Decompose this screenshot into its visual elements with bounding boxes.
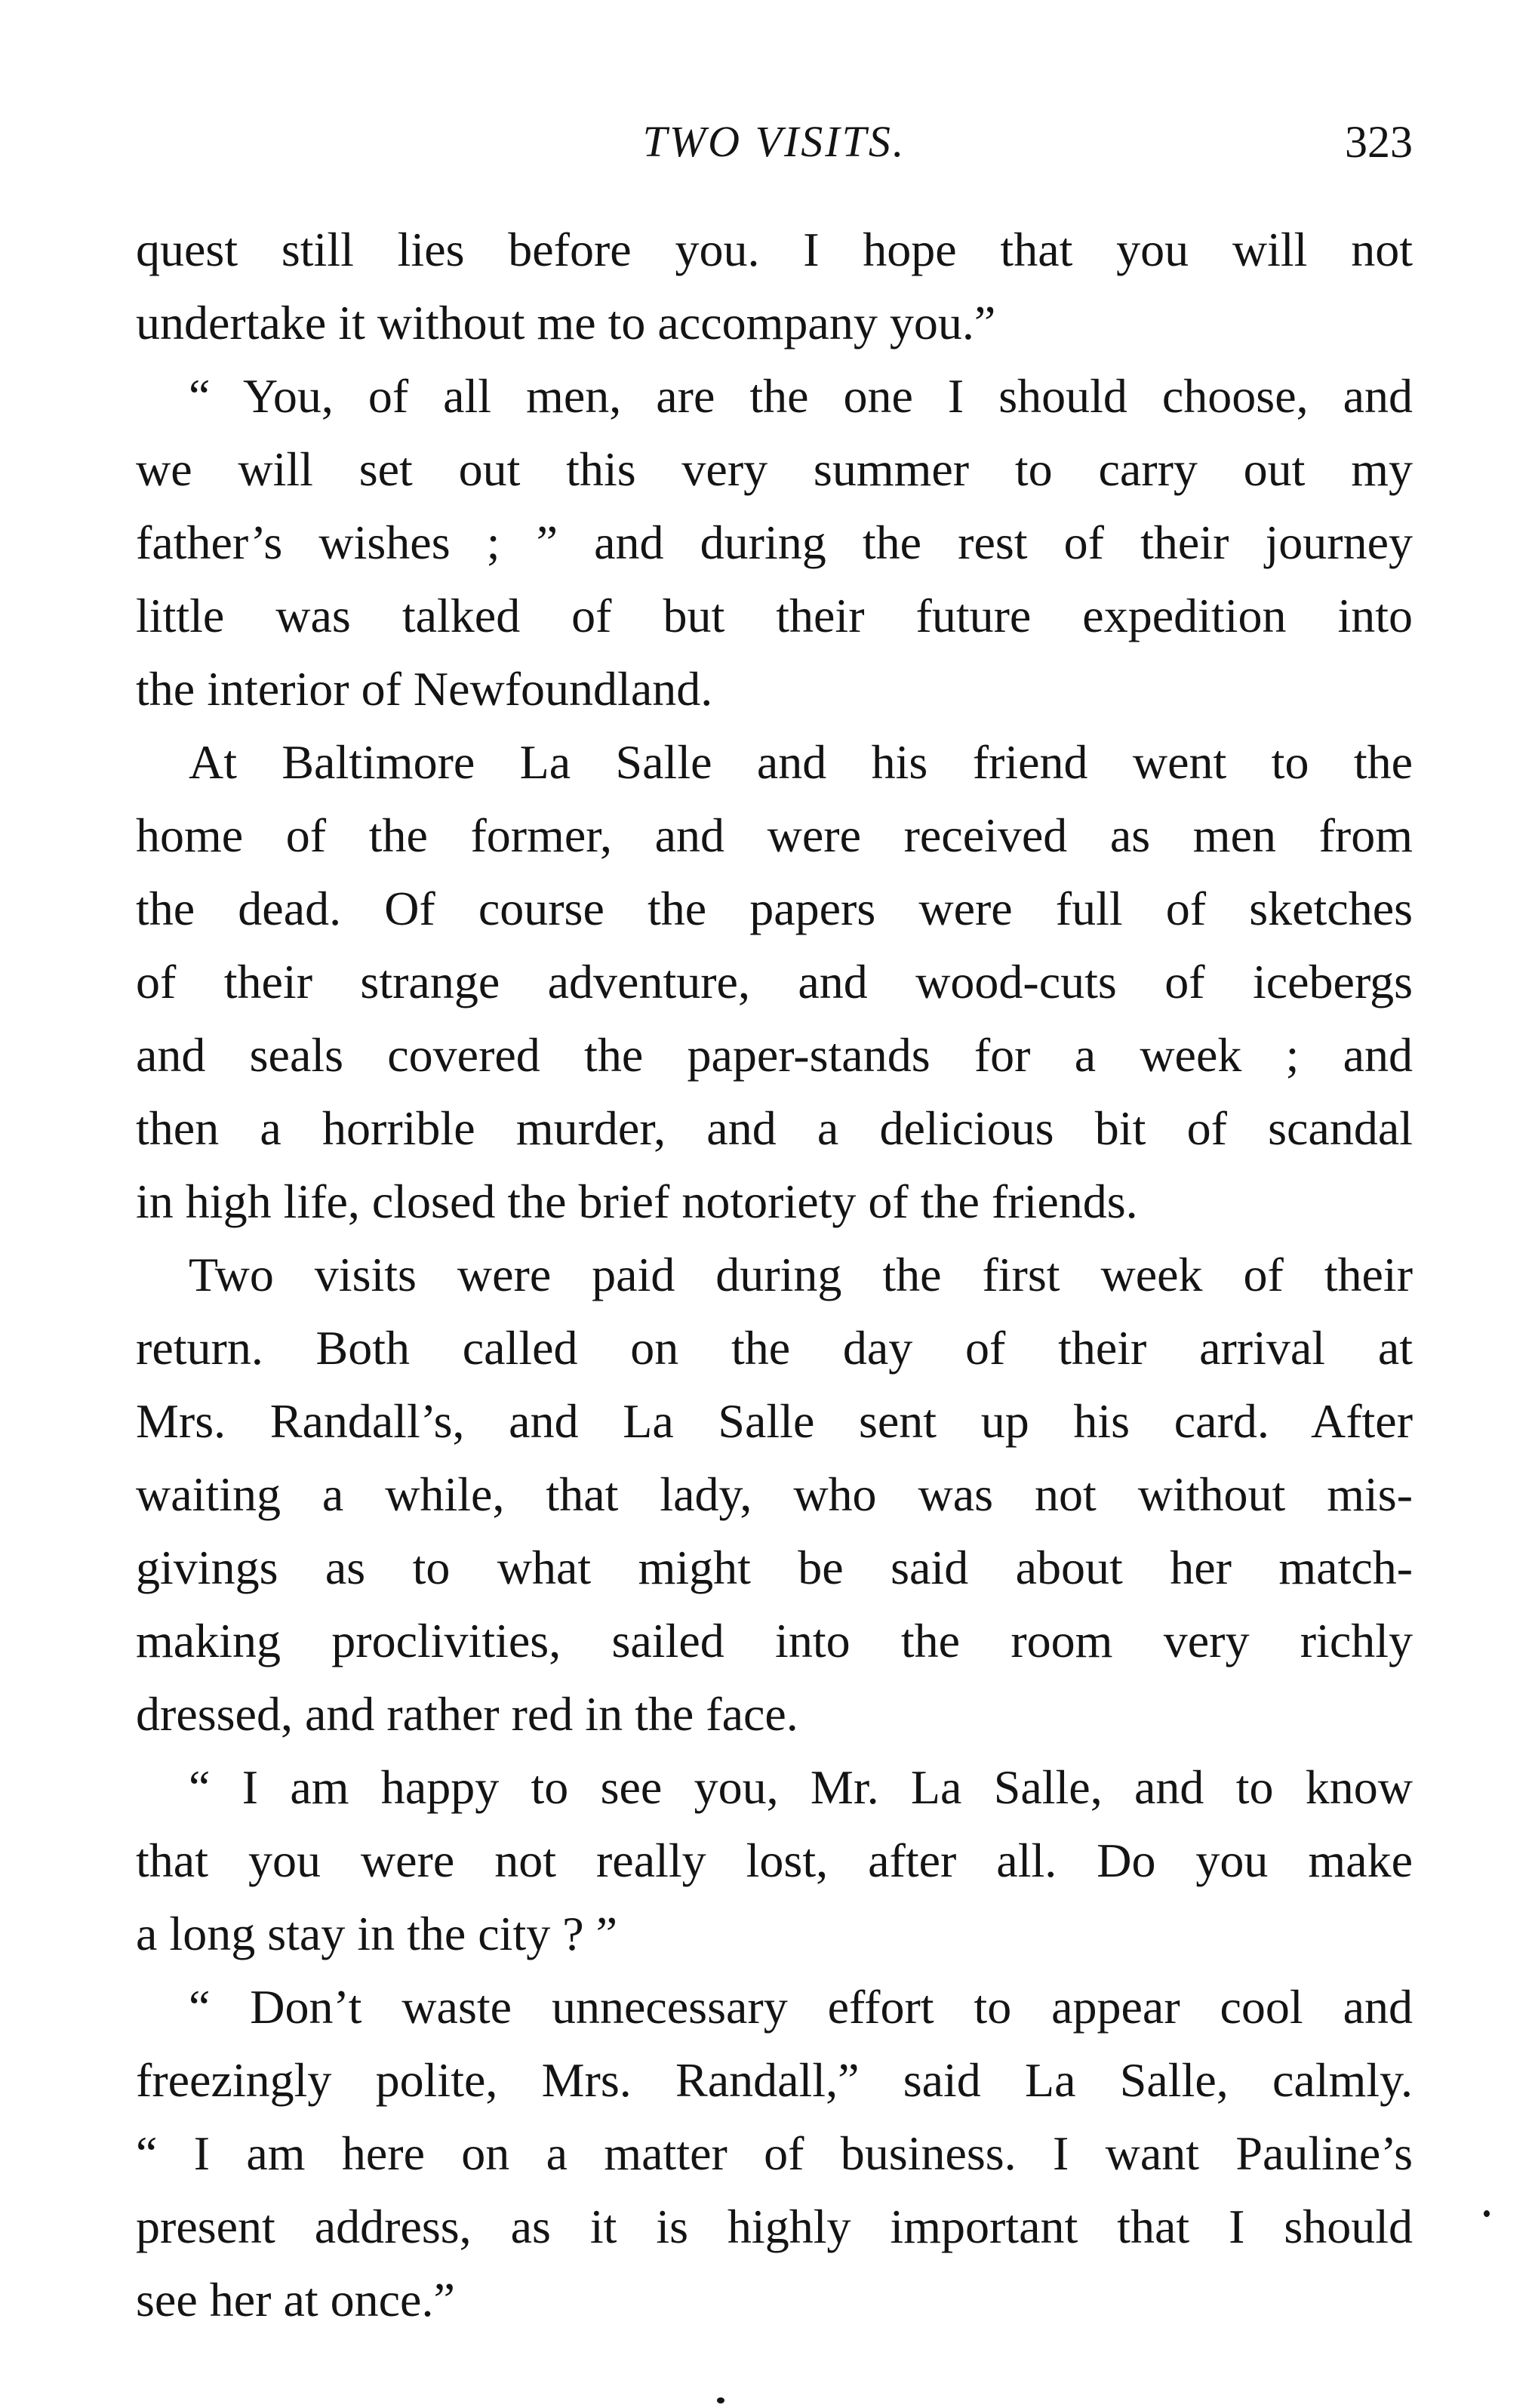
page-number: 323 [1345,117,1413,167]
text-line: home of the former, and were received as men from [136,808,1413,862]
text-line: making proclivities, sailed into the room very richly [136,1614,1413,1667]
text-line: givings as to what might be said about her match- [136,1541,1413,1594]
text-line: return. Both called on the day of their arrival at [136,1321,1413,1375]
text-line: “ Don’t waste unnecessary effort to appear cool and [189,1980,1413,2034]
text-line: the dead. Of course the papers were full of sketches [136,882,1413,935]
text-line: At Baltimore La Salle and his friend went to the [189,735,1413,789]
page-header [136,112,1413,172]
body-text [136,213,1413,2336]
text-line: a long stay in the city ? ” [136,1907,618,1960]
text-line: dressed, and rather red in the face. [136,1687,798,1741]
text-line: the interior of Newfoundland. [136,662,713,716]
text-line: of their strange adventure, and wood-cuts of icebergs [136,955,1413,1008]
text-line: in high life, closed the brief notoriety of the friends. [136,1175,1138,1228]
running-title: TWO VISITS. [642,117,906,166]
text-line: “ I am happy to see you, Mr. La Salle, and to know [189,1760,1413,1814]
text-line: little was talked of but their future expedition into [136,589,1413,642]
text-line: “ You, of all men, are the one I should choose, and [189,369,1413,423]
text-line: waiting a while, that lady, who was not without mis- [136,1467,1413,1521]
scan-speck [717,2397,724,2403]
text-line: freezingly polite, Mrs. Randall,” said La Salle, calmly. [136,2053,1413,2107]
text-line: Mrs. Randall’s, and La Salle sent up his card. After [136,1394,1413,1448]
text-line: quest still lies before you. I hope that you will not [136,223,1413,276]
text-line: that you were not really lost, after all. Do you make [136,1834,1413,1887]
scan-speck [1484,2210,1490,2217]
text-line: we will set out this very summer to carry out my [136,442,1413,496]
text-line: “ I am here on a matter of business. I want Pauline’s [136,2126,1413,2180]
text-line: father’s wishes ; ” and during the rest of their journey [136,516,1413,569]
text-line: see her at once.” [136,2273,455,2326]
text-line: undertake it without me to accompany you.” [136,296,996,349]
text-line: Two visits were paid during the first week of their [189,1248,1413,1301]
text-line: present address, as it is highly important that I should [136,2200,1413,2253]
text-line: and seals covered the paper-stands for a week ; and [136,1028,1413,1082]
text-line: then a horrible murder, and a delicious bit of scandal [136,1101,1413,1155]
